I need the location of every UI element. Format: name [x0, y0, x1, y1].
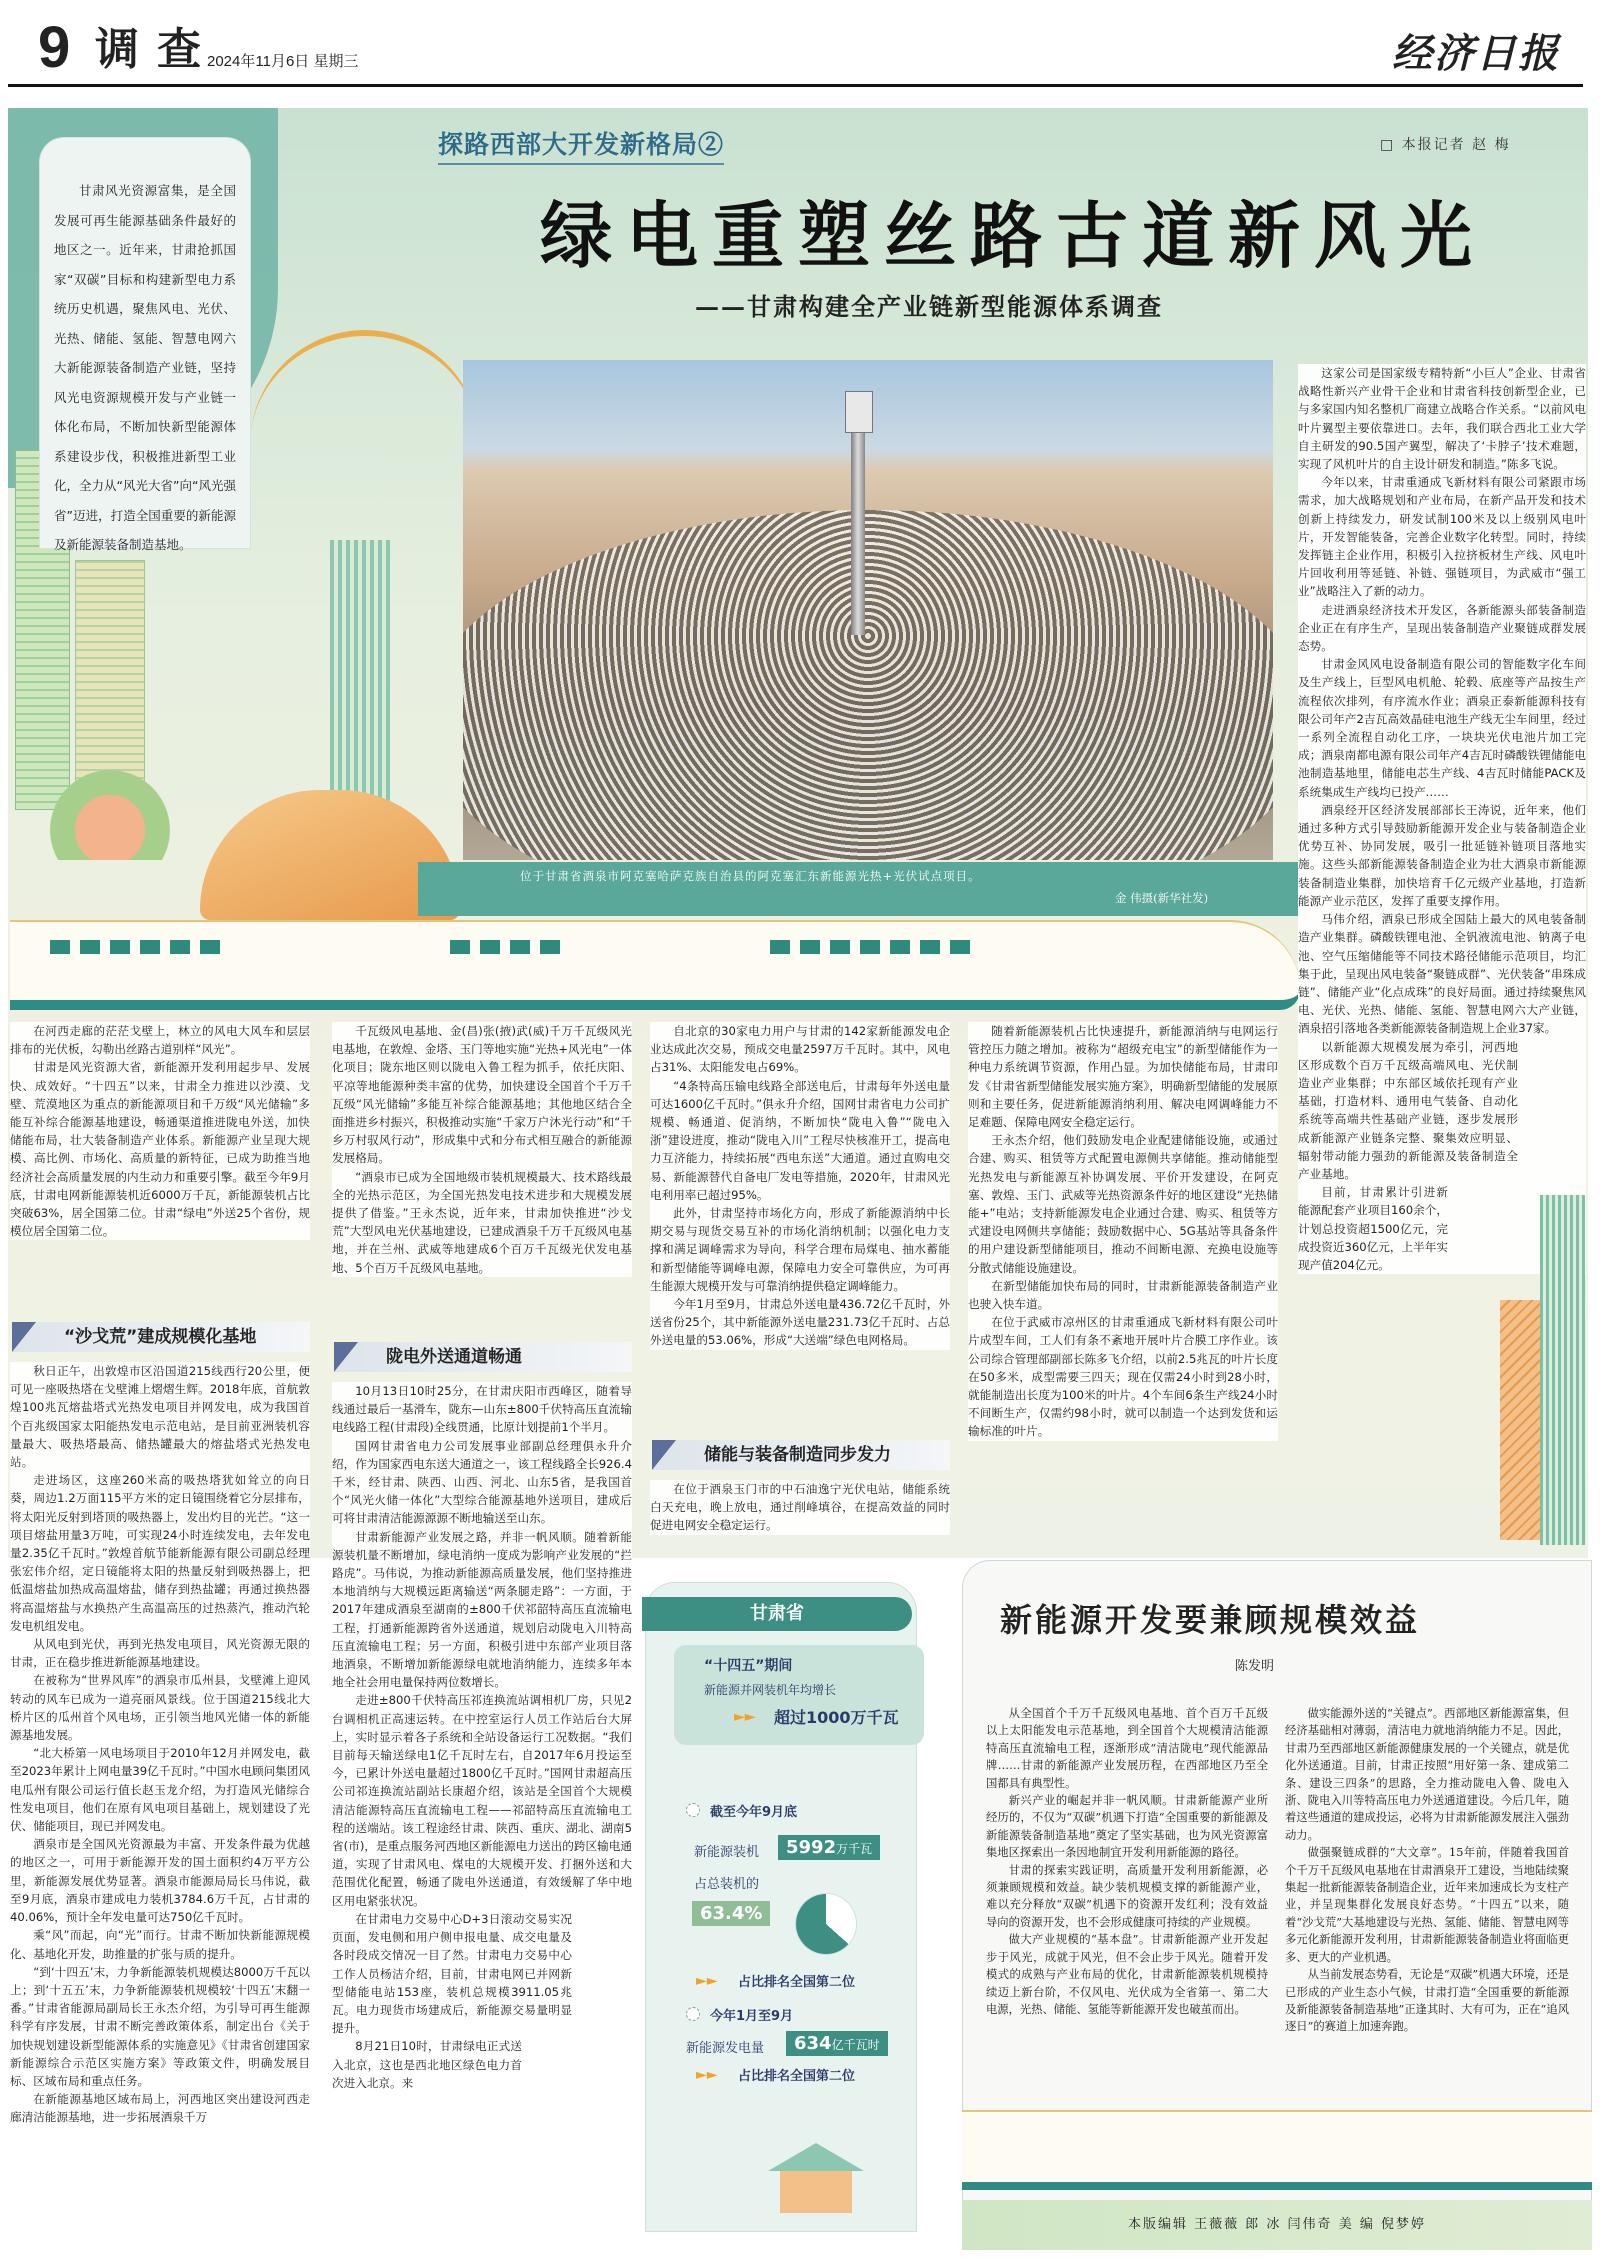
- masthead: [0, 0, 1600, 92]
- paragraph: 8月21日10时，甘肃绿电正式送入北京，这也是西北地区绿色电力首次进入北京。来: [332, 2039, 522, 2090]
- pavilion-illustration-icon: [756, 2143, 876, 2213]
- solar-thermal-photo: [463, 360, 1273, 860]
- article-column-3b: [650, 1480, 950, 1535]
- train-window-icon: [170, 940, 190, 954]
- article-column-3: [650, 1022, 950, 1350]
- train-window-icon: [950, 940, 970, 954]
- train-window-icon: [50, 940, 70, 954]
- paragraph: 在甘肃电力交易中心D+3日滚动交易实况页面，发电侧和用户侧申报电量、成交电量及各时段成交情况一目了然。甘肃电力交易中心工作人员杨洁介绍，目前，甘肃电网已并网新型储能电站153座，装机总规模3911.05兆瓦。电力现货市场建成后，新能源交易量明显提升。: [332, 1911, 572, 2036]
- rank-label-capacity: 占比排名全国第二位: [738, 1975, 856, 1990]
- commentary-title: 新能源开发要兼顾规模效益: [1000, 1601, 1421, 1639]
- paragraph: 今年1月至9月，甘肃总外送电量436.72亿千瓦时，外送省份25个，其中新能源外送电量231.73亿千瓦时、占总外送电量的53.06%，形成“大送端”绿色电网格局。: [650, 1297, 950, 1348]
- paragraph: 马伟介绍，酒泉已形成全国陆上最大的风电装备制造产业集群。磷酸铁锂电池、全钒液流电池、钠离子电池、空气压缩储能等不同技术路径储能示范项目，均汇集于此，呈现出风电装备“聚链成群”、光伏装备“串珠成链”、储能产业“化点成珠”的良好局面。通过持续聚焦风电、光伏、光热、储能、氢能、智慧电网六大产业链，酒泉招引落地各类新能源装备制造规上企业37家。: [1298, 912, 1586, 1036]
- train-window-icon: [80, 940, 100, 954]
- share-percent-badge: 63.4%: [692, 1901, 770, 1926]
- gansu-infographic: [645, 1582, 917, 2232]
- photo-credit: 金 伟摄(新华社发): [1115, 891, 1209, 905]
- paragraph: 甘肃是风光资源大省，新能源开发利用起步早、发展快、成效好。“十四五”以来，甘肃全力推进以沙漠、戈壁、荒漠地区为重点的新能源项目和千万级“风光储输”多能互补综合能源基地建设，畅通渠道推进陇电外送，加快储能布局，壮大装备制造产业体系。新能源产业呈现大规模、高比例、市场化、高质量的新特征，已成为助推当地经济社会高质量发展的内生动力和重要引擎。截至今年9月底，甘肃电网新能源装机近6000万千瓦，新能源装机占比突破63%，居全国第二位。甘肃“绿电”外送25个省份，规模位居全国第二位。: [10, 1060, 310, 1239]
- commentary-right-column: [1285, 1705, 1569, 2036]
- paragraph: 走进±800千伏特高压祁连换流站调相机厂房，只见2台调相机正高速运转。在中控室运行人员工作站后台大屏上，实时显示着各子系统和全站设备运行工况数据。“我们目前每天输送绿电1亿千瓦时左右，自2017年6月投运至今，已累计外送电量超过1800亿千瓦时。”国网甘肃超高压公司祁连换流站副站长康超介绍，该站是全国首个大规模清洁能源特高压直流输电工程——祁韶特高压直流输电工程的送端站。该工程途经甘肃、陕西、重庆、湖北、湖南5省(市)，是重点服务河西地区新能源电力送出的跨区输电通道，实现了甘肃风电、煤电的大规模开发、打捆外送和大范围优化配置，畅通了陇电外送通道，有效缓解了华中地区用电紧张状况。: [332, 1693, 632, 1908]
- article-column-1: [10, 1022, 310, 1240]
- subheading-sand-gobi: “沙戈荒”建成规模化基地: [12, 1322, 310, 1352]
- paragraph: 随着新能源装机占比快速提升，新能源消纳与电网运行管控压力随之增加。被称为“超级充电宝”的新型储能作为一种电力系统调节资源，作用凸显。为加快储能布局，甘肃印发《甘肃省新型储能发展实施方案》，明确新型储能的发展原则和主要任务，促进新能源消纳利用、解决电网调峰能力不足难题、保障电网安全稳定运行。: [968, 1024, 1278, 1130]
- subheading-storage-manufacturing: 储能与装备制造同步发力: [652, 1440, 950, 1470]
- paragraph: 走进酒泉经济技术开发区，各新能源头部装备制造企业正在有序生产，呈现出装备制造产业聚链成群发展态势。: [1298, 602, 1586, 654]
- paragraph: 今年以来，甘肃重通成飞新材料有限公司紧跟市场需求，加大战略规划和产业布局，在新产品开发和技术创新上持续发力，研发试制100米及以上级别风电叶片，开发智能装备，完善企业数字化转型。同时，持续发挥链主企业作用，积极引入拉挤板材生产线、风电叶片回收利用等延链、补链、强链项目，为武威市“强工业”战略注入了新的动力。: [1298, 475, 1586, 599]
- paragraph: 在河西走廊的茫茫戈壁上，林立的风电大风车和层层排布的光伏板，勾勒出丝路古道别样“风光”。: [10, 1024, 310, 1057]
- paragraph: 在位于酒泉玉门市的中石油逸宁光伏电站，储能系统白天充电，晚上放电，通过削峰填谷，在提高效益的同时促进电网安全稳定运行。: [650, 1482, 950, 1533]
- paragraph: 10月13日10时25分，在甘肃庆阳市西峰区，随着导线通过最后一基滑车，陇东—山东±800千伏特高压直流输电线路工程(甘肃段)全线贯通，比原计划提前1个半月。: [332, 1384, 632, 1435]
- train-window-icon: [770, 940, 790, 954]
- train-window-icon: [480, 940, 500, 954]
- section-label-jan-sept: 今年1月至9月: [710, 2009, 794, 2024]
- commentary-author: 陈发明: [1235, 1659, 1275, 1674]
- generation-value: 634: [794, 2033, 832, 2054]
- paragraph: 王永杰介绍，他们鼓励发电企业配建储能设施，或通过合建、购买、租赁等方式配置电源侧共享储能。推动储能型光热发电与新能源互补协调发展、平价开发建设，在阿克塞、敦煌、玉门、武威等光热资源条件好的地区建设“光热储能+”电站；支持新能源发电企业通过合建、购买、租赁等方式建设电网侧共享储能；鼓励数据中心、5G基站等具备条件的用户建设新型储能项目，推动不间断电源、充换电设施等分散式储能设施建设。: [968, 1133, 1278, 1275]
- capacity-label: 新能源装机: [694, 1845, 760, 1860]
- share-pie-chart: [796, 1894, 856, 1954]
- footer-train-illustration: [962, 2110, 1592, 2190]
- paragraph: 这家公司是国家级专精特新“小巨人”企业、甘肃省战略性新兴产业骨干企业和甘肃省科技创新型企业，已与多家国内知名整机厂商建立战略合作关系。“以前风电叶片翼型主要依靠进口。去年，我们联合西北工业大学自主研发的90.5国产翼型，解决了‘卡脖子’技术难题，实现了风机叶片的自主设计研发和制造。”陈多飞说。: [1298, 366, 1586, 472]
- train-window-icon: [890, 940, 910, 954]
- paragraph: 在位于武威市凉州区的甘肃重通成飞新材料有限公司叶片成型车间，工人们有条不紊地开展叶片合膜工序作业。该公司综合管理部副部长陈多飞介绍，以前2.5兆瓦的叶片长度在50多米，成型需要三四天；现在仅需24小时到28小时，就能制造出长度为100米的叶片。4个车间6条生产线24小时不间断生产，仅需约98小时，就可以制造一个达到发货和运输标准的叶片。: [968, 1315, 1278, 1439]
- section-label-end-sept: 截至今年9月底: [710, 1805, 798, 1820]
- growth-label: 新能源并网装机年均增长: [704, 1683, 837, 1697]
- article-column-2b: [332, 1382, 632, 2267]
- paragraph: 在新型储能加快布局的同时，甘肃新能源装备制造产业也驶入快车道。: [968, 1278, 1278, 1312]
- paragraph: 甘肃金风风电设备制造有限公司的智能数字化车间及生产线上，巨型风电机舱、轮毂、底座等产品按生产流程依次排列，有序流水作业；酒泉正泰新能源科技有限公司年产2吉瓦高效晶硅电池生产线无尘车间里，经过一系列全流程自动化工序，一块块光伏电池片加工完成；酒泉南都电源有限公司年产4吉瓦时磷酸铁锂储能电池制造基地里，储能电芯生产线、4吉瓦时储能PACK及系统集成生产线均已投产……: [1298, 657, 1586, 799]
- series-label: 探路西部大开发新格局②: [438, 125, 724, 165]
- paragraph: 做大产业规模的“基本盘”。甘肃新能源产业开发起步于风光，成就于风光，但不会止步于风光。随着开发模式的成熟与产业布局的优化，甘肃新能源装机规模持续迈上新台阶，不仅风电、光伏成为全省第一、第二大电源，光热、储能、氢能等新能源开发也破茧而出。: [986, 1933, 1268, 2016]
- train-window-icon: [140, 940, 160, 954]
- paragraph: 千瓦级风电基地、金(昌)张(掖)武(威)千万千瓦级风光电基地，在敦煌、金塔、玉门等地实施“光热+风光电”一体化项目；陇东地区则以陇电入鲁工程为抓手，依托庆阳、平凉等地能源种类丰富的优势，加快建设全国首个千万千瓦级“风光储输”多能互补综合能源基地；其他地区结合全面推进乡村振兴，积极推动实施“千家万户沐光行动”和“千乡万村驭风行动”，形成集中式和分布式相互融合的新能源发展格局。: [332, 1024, 632, 1166]
- paragraph: “到‘十四五’末，力争新能源装机规模达8000万千瓦以上；到‘十五五’末，力争新能源装机规模较‘十四五’末翻一番。”甘肃省能源局副局长王永杰介绍，为引导可再生能源科学有序发展，甘肃不断完善政策体系，制定出台《关于加快规划建设新型能源体系的实施意见》《甘肃省创建国家新能源综合示范区实施方案》等政策文件，明确发展目标、区域布局和重点任务。: [10, 1964, 310, 2088]
- generation-unit: 亿千瓦时: [831, 2038, 880, 2052]
- share-label: 占总装机的: [694, 1877, 760, 1892]
- paragraph: 从风电到光伏，再到光热发电项目，风光资源无限的甘肃，正在稳步推进新能源基地建设。: [10, 1637, 310, 1670]
- capacity-value-badge: [778, 1835, 880, 1860]
- paragraph: 在被称为“世界风库”的酒泉市瓜州县，戈壁滩上迎风转动的风车已成为一道亮丽风景线。位于国道215线北大桥片区的瓜州首个风电场，正引领当地风光储一体的新能源基地发展。: [10, 1673, 310, 1743]
- train-window-icon: [830, 940, 850, 954]
- train-illustration: [10, 920, 1300, 1010]
- editors-credit: 本版编辑 王薇薇 郎 冰 闫伟奇 美 编 倪梦婷: [962, 2200, 1592, 2250]
- generation-value-badge: [786, 2031, 888, 2056]
- circle-bullet-icon: [686, 2007, 700, 2021]
- section-title: 调查: [95, 24, 219, 75]
- capacity-value: 5992: [786, 1837, 837, 1858]
- paragraph: “4条特高压输电线路全部送电后，甘肃每年外送电量可达1600亿千瓦时。”俱永升介绍，国网甘肃省电力公司扩规模、畅通道、促消纳，不断加快“陇电入鲁”“陇电入浙”建设进度，推动“陇电入川”工程尽快核准开工，提高电力互济能力，持续拓展“西电东送”大通道。通过直购电交易、新能源替代自备电厂发电等措施，2020年，甘肃风光电利用率已超过95%。: [650, 1078, 950, 1202]
- train-window-icon: [450, 940, 470, 954]
- paragraph: 国网甘肃省电力公司发展事业部副总经理俱永升介绍，作为国家西电东送大通道之一，该工程线路全长926.4千米，经甘肃、陕西、山西、河北、山东5省，是我国首个“风光火储一体化”大型综合能源基地外送项目，建成后可将甘肃清洁能源源源不断地输送至山东。: [332, 1438, 632, 1526]
- generation-label: 新能源发电量: [686, 2041, 765, 2056]
- building-illustration-icon: [1500, 1300, 1540, 1540]
- paragraph: 做强聚链成群的“大文章”。15年前，伴随着我国首个千万千瓦级风电基地在甘肃酒泉开工建设，当地陆续聚集起一批新能源装备制造企业，近年来加速成长为支柱产业，并呈现集群化发展良好态势。“十四五”以来，随着“沙戈荒”大基地建设与光热、氢能、储能、智慧电网等多元化新能源开发利用，甘肃新能源装备制造业将面临更多、更大的产业机遇。: [1285, 1846, 1569, 1964]
- paragraph: 甘肃新能源产业发展之路，并非一帆风顺。随着新能源装机量不断增加，绿电消纳一度成为影响产业发展的“拦路虎”。马伟说，为推动新能源高质量发展，他们坚持推进本地消纳与大规模远距离输送“两条腿走路”：一方面，于2017年建成酒泉至湖南的±800千伏祁韶特高压直流输电工程，打通新能源跨省外送通道，规划启动陇电入川特高压直流输电工程；另一方面，积极引进中东部产业项目落地酒泉，不断增加新能源绿电就地消纳能力，连续多年本地全社会用电量保持两位数增长。: [332, 1529, 632, 1690]
- byline: □ 本报记者 赵 梅: [1380, 137, 1511, 153]
- period-label: “十四五”期间: [704, 1658, 793, 1674]
- solar-tower: [851, 395, 865, 635]
- fast-forward-icon: ►►: [734, 1709, 756, 1725]
- headline: 绿电重塑丝路古道新风光: [540, 194, 1487, 278]
- infographic-title: 甘肃省: [642, 1597, 912, 1631]
- paragraph: 从当前发展态势看，无论是“双碳”机遇大环境，还是已形成的产业生态小气候，甘肃打造“全国重要的新能源及新能源装备制造基地”正逢其时、大有可为，正在“追风逐日”的赛道上加速奔跑。: [1285, 1968, 1569, 2034]
- paragraph: 酒泉市是全国风光资源最为丰富、开发条件最为优越的地区之一，可用于新能源开发的国土面积约4万平方公里，新能源发展优势显著。酒泉市能源局局长马伟说，截至9月底，酒泉市建成电力装机3784.6万千瓦，占甘肃的40.06%，预计全年发电量可达750亿千瓦时。: [10, 1837, 310, 1925]
- train-window-icon: [200, 940, 220, 954]
- intro-summary: 甘肃风光资源富集，是全国发展可再生能源基础条件最好的地区之一。近年来，甘肃抢抓国家“双碳”目标和构建新型电力系统历史机遇，聚焦风电、光伏、光热、储能、氢能、智慧电网六大新能源装备制造产业链，坚持风光电资源规模开发与产业链一体化布局，不断加快新型能源体系建设步伐，积极推进新型工业化，全力从“风光大省”向“风光强省”迈进，打造全国重要的新能源及新能源装备制造基地。: [40, 138, 250, 548]
- photo-caption: 位于甘肃省酒泉市阿克塞哈萨克族自治县的阿克塞汇东新能源光热+光伏试点项目。: [520, 869, 981, 883]
- heliostat-field: [463, 510, 1273, 860]
- rank-label-generation: 占比排名全国第二位: [738, 2069, 856, 2084]
- fast-forward-icon: ►►: [696, 2067, 718, 2083]
- capacity-unit: 万千瓦: [836, 1842, 873, 1856]
- paragraph: 秋日正午，出敦煌市区沿国道215线西行20公里，便可见一座吸热塔在戈壁滩上熠熠生辉。2018年底，首航敦煌100兆瓦熔盐塔式光热发电项目并网发电，成为我国首个百兆级国家太阳能热发电示范电站，是目前亚洲装机容量最大、吸热塔最高、储热罐最大的熔盐塔式光热发电站。: [10, 1364, 310, 1470]
- paragraph: 自北京的30家电力用户与甘肃的142家新能源发电企业达成此次交易，预成交电量2597万千瓦时。其中，风电占31%、太阳能发电占69%。: [650, 1024, 950, 1075]
- paragraph: 目前，甘肃累计引进新能源配套产业项目160余个，计划总投资超1500亿元，完成投资近360亿元，上半年实现产值204亿元。: [1298, 1185, 1448, 1272]
- article-column-4: [968, 1022, 1278, 1441]
- train-window-icon: [800, 940, 820, 954]
- building-illustration-icon: [1540, 1195, 1585, 1545]
- page-number: 9: [38, 15, 71, 80]
- paragraph: 乘“风”而起，向“光”而行。甘肃不断加快新能源规模化、基地化开发，助推量的扩张与质的提升。: [10, 1928, 310, 1961]
- paragraph: 从全国首个千万千瓦级风电基地、首个百万千瓦级以上太阳能发电示范基地，到全国首个大规模清洁能源特高压直流输电工程，逐渐形成“清洁陇电”现代能源品牌……甘肃的新能源产业发展历程，在西部地区乃至全国都具有典型性。: [986, 1707, 1268, 1790]
- growth-value: 超过1000万千瓦: [774, 1708, 899, 1727]
- paragraph: 甘肃的探索实践证明，高质量开发利用新能源，必须兼顾规模和效益。缺少装机规模支撑的新能源产业，难以充分释放“双碳”机遇下的资源开发红利；没有效益导向的资源开发，也不会形成健康可持续的产业规模。: [986, 1863, 1268, 1929]
- train-window-icon: [920, 940, 940, 954]
- paragraph: “酒泉市已成为全国地级市装机规模最大、技术路线最全的光热示范区，为全国光热发电技术进步和大规模发展提供了借鉴。”王永杰说，近年来，甘肃加快推进“沙戈荒”大型风电光伏基地建设，已建成酒泉千万千瓦级风电基地，并在兰州、武威等地建成6个百万千瓦级光伏发电基地、5个百万千瓦级风电基地。: [332, 1169, 632, 1275]
- fast-forward-icon: ►►: [696, 1973, 718, 1989]
- issue-date: 2024年11月6日 星期三: [207, 53, 359, 70]
- paragraph: 此外，甘肃坚持市场化方向，形成了新能源消纳中长期交易与现货交易互补的市场化消纳机制；以强化电力支撑和满足调峰需求为导向，科学合理布局煤电、抽水蓄能和新型储能等调峰电源，保障电力安全可靠供应，为可再生能源大规模开发与可靠消纳提供稳定调峰能力。: [650, 1206, 950, 1293]
- paragraph: 走进场区，这座260米高的吸热塔犹如耸立的向日葵，周边1.2万面115平方米的定日镜围绕着它分层排布，将太阳光反射到塔顶的吸热器上，发出灼目的光芒。“这一项目熔盐用量3万吨，可实现24小时连续发电，去年发电量2.35亿千瓦时。”敦煌首航节能新能源有限公司副总经理张宏伟介绍，定日镜能将太阳的热量反射到吸热器上，把低温熔盐加热成高温熔盐，储存到热盐罐；再通过换热器将高温熔盐与水换热产生高温高压的过热蒸汽，推动汽轮发电机组发电。: [10, 1473, 310, 1633]
- paragraph: 以新能源大规模发展为牵引，河西地区形成数个百万千瓦级高端风电、光伏制造业产业集群；中东部区域依托现有产业基础，打造材料、通用电气装备、自动化系统等高端共性基础产业链，逐步发展形成新能源产业链条完整、聚集效应明显、辐射带动能力强劲的新能源及装备制造全产业基地。: [1298, 1039, 1518, 1181]
- paragraph: 新兴产业的崛起并非一帆风顺。甘肃新能源产业所经历的，不仅为“双碳”机遇下打造“全国重要的新能源及新能源装备制造基地”奠定了坚实基础，也为风光资源富集地区探索出一条因地制宜开发利用新能源的路径。: [986, 1794, 1268, 1860]
- building-illustration-icon: [330, 540, 390, 810]
- train-window-icon: [540, 940, 560, 954]
- train-window-icon: [510, 940, 530, 954]
- train-window-icon: [860, 940, 880, 954]
- paragraph: “北大桥第一风电场项目于2010年12月并网发电，截至2023年累计上网电量39亿千瓦时。”中国水电顾问集团风电瓜州有限公司运行值长赵玉龙介绍，为打造风光储综合性发电项目，他们在原有风电项目基础上，规划建设了光伏、储能项目，现已并网发电。: [10, 1746, 310, 1834]
- article-column-2: [332, 1022, 632, 1277]
- growth-box: [674, 1645, 924, 1745]
- lotus-flower-icon: [40, 760, 180, 860]
- newspaper-logo: 经济日报: [1392, 30, 1560, 77]
- circle-bullet-icon: [686, 1803, 700, 1817]
- article-column-right: [1298, 364, 1586, 1274]
- paragraph: 在新能源基地区域布局上，河西地区突出建设河西走廊清洁能源基地，进一步拓展酒泉千万: [10, 2092, 310, 2125]
- train-window-icon: [110, 940, 130, 954]
- paragraph: 做实能源外送的“关键点”。西部地区新能源富集，但经济基础相对薄弱，清洁电力就地消纳能力不足。因此，甘肃乃至西部地区新能源健康发展的一个关键点，就是优化外送通道。目前，甘肃正按照“用好第一条、建成第二条、建设三四条”的思路，全力推动陇电入鲁、陇电入浙、陇电入川等特高压电力外送通道建设。今后几年，随着这些通道的建成投运，必将为甘肃新能源发展注入强劲动力。: [1285, 1707, 1569, 1842]
- subheadline: ——甘肃构建全产业链新型能源体系调查: [695, 292, 1163, 321]
- article-column-1b: [10, 1362, 310, 2267]
- masthead-rule: [8, 84, 1583, 87]
- subheading-power-transmission: 陇电外送通道畅通: [334, 1342, 632, 1372]
- commentary-left-column: [986, 1705, 1268, 2018]
- paragraph: 酒泉经开区经济发展部部长王涛说，近年来，他们通过多种方式引导鼓励新能源开发企业与装备制造企业优势互补、协同发展，吸引一批延链补链项目落地实施。这些头部新能源装备制造企业为壮大酒泉市新能源装备制造业集群，加快培育千亿元级产业基地，打造新能源产业示范区，发挥了重要支撑作用。: [1298, 802, 1586, 908]
